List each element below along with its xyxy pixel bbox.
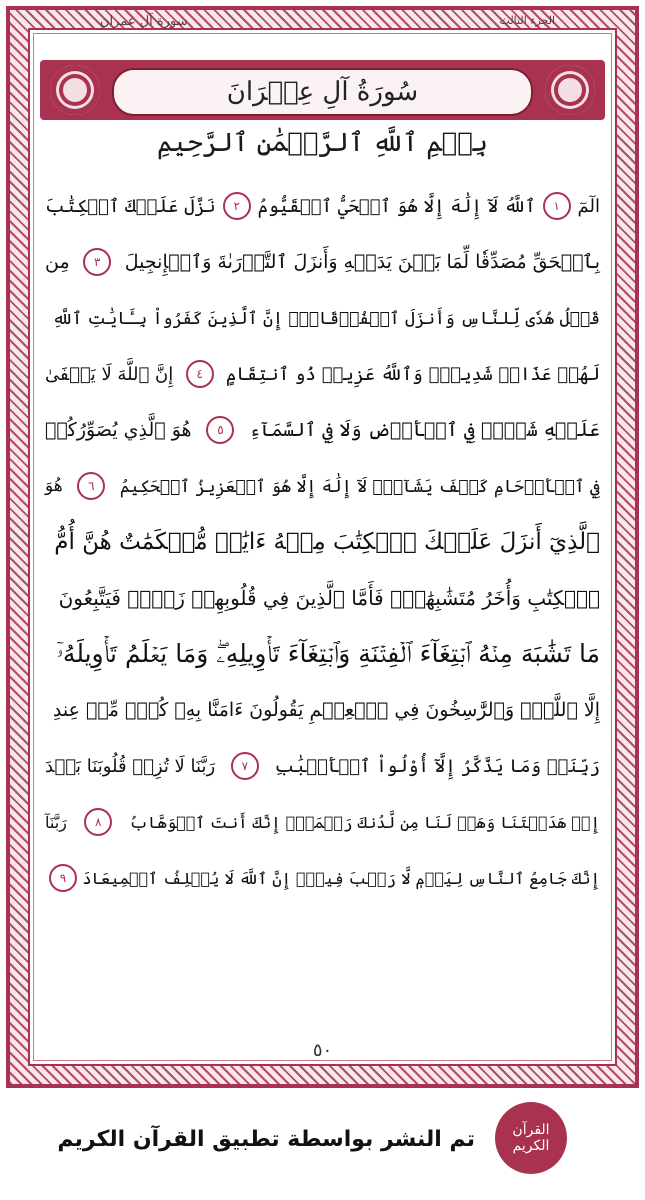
page-header <box>40 12 605 38</box>
verse-segment: بِٱلۡحَقِّ مُصَدِّقٗا لِّمَا بَيۡنَ يَدَيۡهِ وَأَنزَلَ ٱلتَّوۡرَىٰةَ وَٱلۡإِنجِيلَ <box>124 251 600 273</box>
verse-line <box>45 738 600 794</box>
verse-segment: الٓمٓ <box>577 195 600 217</box>
verse-line <box>45 626 600 682</box>
ayah-number-marker: ٦ <box>77 472 105 500</box>
verse-line <box>45 458 600 514</box>
header-juz-name: الجزء الثالث <box>499 14 555 27</box>
logo-text-line1: القرآن <box>512 1122 550 1138</box>
verse-segment: رَبِّنَاۗ وَمَا يَذَّكَّرُ إِلَّآ أُوْلُواْ ٱلۡأَلۡبَٰبِ <box>274 755 600 777</box>
surah-title: سُورَةُ آلِ عِمۡرَانَ <box>226 77 419 107</box>
footer <box>0 1092 645 1200</box>
verse-line <box>45 346 600 402</box>
surah-title-cartouche <box>112 68 533 116</box>
ornament-icon <box>50 65 100 115</box>
verse-segment: عَلَيۡهِ شَيۡءٞ فِي ٱلۡأَرۡضِ وَلَا فِي ٱلسَّمَآءِ <box>249 419 600 441</box>
ayah-number-marker: ٣ <box>83 248 111 276</box>
verse-line <box>45 514 600 570</box>
ayah-number-marker: ٥ <box>206 416 234 444</box>
ornament-icon <box>545 65 595 115</box>
logo-text-line2: الكريم <box>512 1138 550 1154</box>
verse-segment: إِلَّا ٱللَّهُۗ وَٱلرَّٰسِخُونَ فِي ٱلۡعِلۡمِ يَقُولُونَ ءَامَنَّا بِهِۦ كُلّٞ مِّنۡ عِندِ <box>52 699 600 721</box>
verse-segment: مَا تَشَٰبَهَ مِنۡهُ ٱبۡتِغَآءَ ٱلۡفِتۡنَةِ وَٱبۡتِغَآءَ تَأۡوِيلِهِۦۖ وَمَا يَعۡلَمُ تَأۡوِيلَهُۥٓ <box>56 639 600 668</box>
header-surah-name: سورة آل عمران <box>100 14 188 29</box>
verse-line <box>45 402 600 458</box>
verse-segment: رَبَّنَا لَا تُزِغۡ قُلُوبَنَا بَعۡدَ <box>45 755 216 777</box>
verse-line <box>45 290 600 346</box>
verse-segment: ٱلَّذِيٓ أَنزَلَ عَلَيۡكَ ٱلۡكِتَٰبَ مِنۡهُ ءَايَٰتٞ مُّحۡكَمَٰتٌ هُنَّ أُمُّ <box>54 529 600 555</box>
verse-segment: لَهُمۡ عَذَابٞ شَدِيدٞۗ وَٱللَّهُ عَزِيزٞ ذُو ٱنتِقَامٍ <box>225 363 600 385</box>
basmala: بِسۡمِ ٱللَّهِ ٱلرَّحۡمَٰنِ ٱلرَّحِيمِ <box>157 128 488 158</box>
verse-segment: إِنَّكَ جَامِعُ ٱلنَّاسِ لِيَوۡمٖ لَّا رَيۡبَ فِيهِۚ إِنَّ ٱللَّهَ لَا يُخۡلِفُ ٱلۡمِيعَادَ <box>82 868 600 888</box>
ayah-number-marker: ١ <box>543 192 571 220</box>
verse-line <box>45 570 600 626</box>
verse-line <box>45 850 600 906</box>
verse-line <box>45 682 600 738</box>
ayah-number-marker: ٨ <box>84 808 112 836</box>
page-number: ٥٠ <box>312 1040 333 1061</box>
surah-banner <box>40 60 605 120</box>
verse-line <box>45 794 600 850</box>
verse-segment: إِنَّ ٱللَّهَ لَا يَخۡفَىٰ <box>45 363 174 385</box>
verse-segment: رَبَّنَآ <box>45 812 67 832</box>
verse-segment: مِن <box>45 251 70 273</box>
verse-segment: فِي ٱلۡأَرۡحَامِ كَيۡفَ يَشَآءُۚ لَآ إِلَٰهَ إِلَّا هُوَ ٱلۡعَزِيزُ ٱلۡحَكِيمُ <box>119 476 600 497</box>
verse-segment: قَبۡلُ هُدٗى لِّلنَّاسِ وَأَنزَلَ ٱلۡفُرۡقَانَۗ إِنَّ ٱلَّذِينَ كَفَرُواْ بِـَٔايَٰتِ ٱللَّهِ <box>52 308 600 329</box>
verse-segment: هُوَ ٱلَّذِي يُصَوِّرُكُمۡ <box>45 419 192 441</box>
ayah-number-marker: ٩ <box>49 864 77 892</box>
verse-line <box>45 178 600 234</box>
verse-segment: إِذۡ هَدَيۡتَنَا وَهَبۡ لَنَا مِن لَّدُنكَ رَحۡمَةًۚ إِنَّكَ أَنتَ ٱلۡوَهَّابُ <box>129 812 600 832</box>
footer-attribution: تم النشر بواسطة تطبيق القرآن الكريم <box>57 1127 475 1152</box>
verse-line <box>45 234 600 290</box>
verse-segment: ٱللَّهُ لَآ إِلَٰهَ إِلَّا هُوَ ٱلۡحَيُّ ٱلۡقَيُّومُ <box>257 195 536 217</box>
verse-segment: نَزَّلَ عَلَيۡكَ ٱلۡكِتَٰبَ <box>45 195 216 217</box>
ayah-number-marker: ٢ <box>223 192 251 220</box>
ayah-number-marker: ٤ <box>186 360 214 388</box>
ayah-number-marker: ٧ <box>231 752 259 780</box>
verse-segment: هُوَ <box>45 476 63 496</box>
verse-text <box>45 178 600 906</box>
quran-app-logo-icon[interactable] <box>495 1102 567 1174</box>
verse-segment: ٱلۡكِتَٰبِ وَأُخَرُ مُتَشَٰبِهَٰتٞۖ فَأَمَّا ٱلَّذِينَ فِي قُلُوبِهِمۡ زَيۡغٞ فَيَتَّبِعُونَ <box>58 586 600 610</box>
